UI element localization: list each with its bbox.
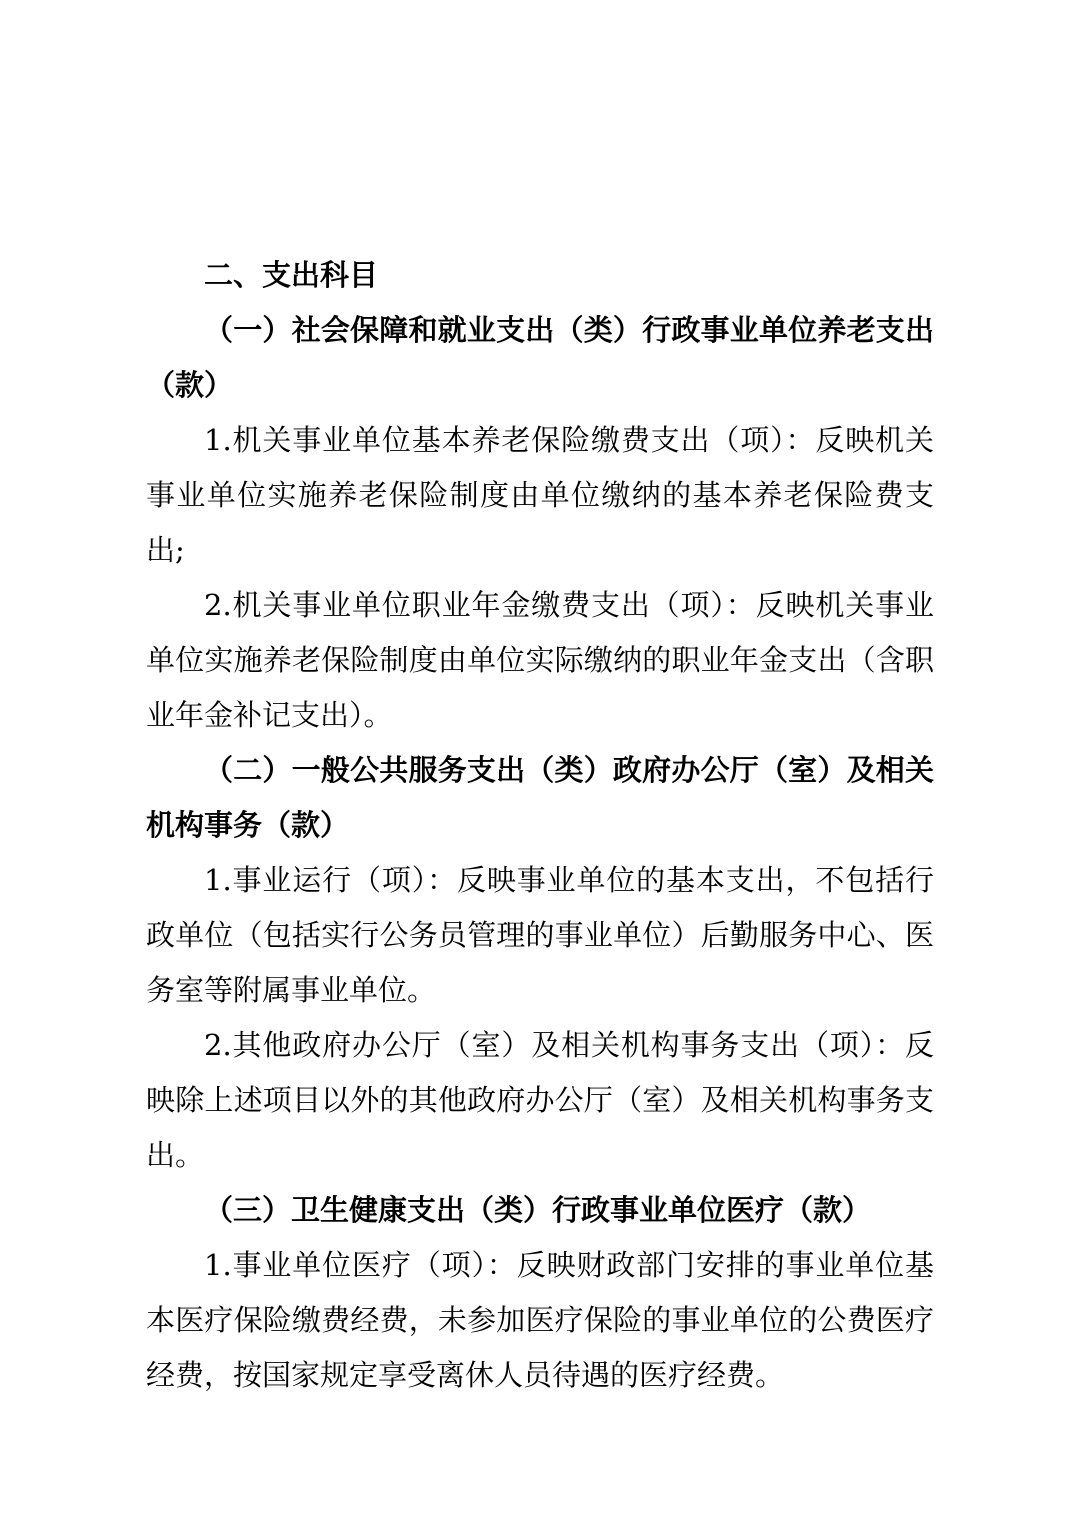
paragraph-2-2-other-affairs: 2.其他政府办公厅（室）及相关机构事务支出（项）：反映除上述项目以外的其他政府办公厅（室）及相关机构事务支出。: [146, 1028, 934, 1172]
heading-section-1-pension: （一）社会保障和就业支出（类）行政事业单位养老支出（款）: [146, 313, 934, 402]
heading-expenditure-subjects: 二、支出科目: [204, 258, 379, 292]
paragraph-2-1-operation: 1.事业运行（项）：反映事业单位的基本支出，不包括行政单位（包括实行公务员管理的事业单位）后勤服务中心、医务室等附属事业单位。: [146, 863, 934, 1007]
paragraph-3-1-medical: 1.事业单位医疗（项）：反映财政部门安排的事业单位基本医疗保险缴费经费，未参加医疗保险的事业单位的公费医疗经费，按国家规定享受离休人员待遇的医疗经费。: [146, 1248, 934, 1392]
heading-section-2-public-service: （二）一般公共服务支出（类）政府办公厅（室）及相关机构事务（款）: [146, 753, 934, 842]
heading-section-3-health: （三）卫生健康支出（类）行政事业单位医疗（款）: [204, 1193, 872, 1227]
paragraph-1-1-basic-pension: 1.机关事业单位基本养老保险缴费支出（项）：反映机关事业单位实施养老保险制度由单位缴纳的基本养老保险费支出;: [146, 423, 934, 567]
document-page: [146, 0, 934, 1403]
paragraph-1-2-annuity: 2.机关事业单位职业年金缴费支出（项）：反映机关事业单位实施养老保险制度由单位实际缴纳的职业年金支出（含职业年金补记支出）。: [146, 588, 934, 732]
